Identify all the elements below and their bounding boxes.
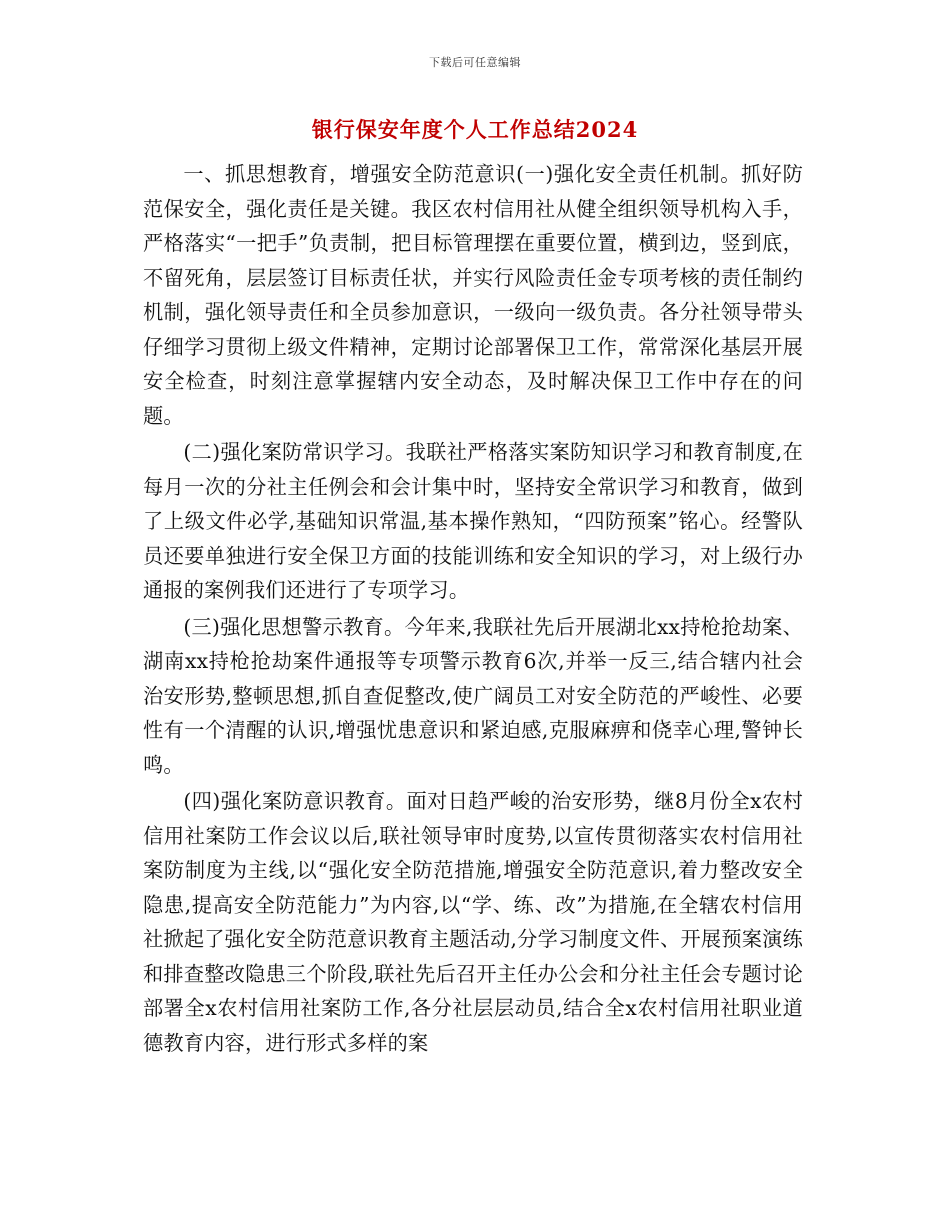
paragraph-4: (四)强化案防意识教育。面对日趋严峻的治安形势，继8月份全x农村信用社案防工作会议以后,联社领导审时度势,以宣传贯彻落实农村信用社案防制度为主线,以“强化安全防范措施,增强安全防范意识,着力整改安全隐患,提高安全防范能力”为内容,以“学、练、改”为措施,在全辖农村信用社掀起了强化安全防范意识教育主题活动,分学习制度文件、开展预案演练和排查整改隐患三个阶段,联社先后召开主任办公会和分社主任会专题讨论部署全x农村信用社案防工作,各分社层层动员,结合全x农村信用社职业道德教育内容，进行形式多样的案 bbox=[143, 789, 803, 1055]
document-body bbox=[143, 157, 803, 1062]
document-title: 银行保安年度个人工作总结2024 bbox=[311, 117, 639, 142]
paragraph-1: 一、抓思想教育，增强安全防范意识(一)强化安全责任机制。抓好防范保安全，强化责任是关键。我区农村信用社从健全组织领导机构入手，严格落实“一把手”负责制，把目标管理摆在重要位置，横到边，竖到底，不留死角，层层签订目标责任状，并实行风险责任金专项考核的责任制约机制，强化领导责任和全员参加意识，一级向一级负责。各分社领导带头仔细学习贯彻上级文件精神，定期讨论部署保卫工作，常常深化基层开展安全检查，时刻注意掌握辖内安全动态，及时解决保卫工作中存在的问题。 bbox=[143, 162, 803, 428]
paragraph-2: (二)强化案防常识学习。我联社严格落实案防知识学习和教育制度,在每月一次的分社主任例会和会计集中时，坚持安全常识学习和教育，做到了上级文件必学,基础知识常温,基本操作熟知，“四防预案”铭心。经警队员还要单独进行安全保卫方面的技能训练和安全知识的学习，对上级行办通报的案例我们还进行了专项学习。 bbox=[143, 440, 803, 602]
header-note: 下载后可任意编辑 bbox=[429, 56, 521, 69]
paragraph-3: (三)强化思想警示教育。今年来,我联社先后开展湖北xx持枪抢劫案、湖南xx持枪抢劫案件通报等专项警示教育6次,并举一反三,结合辖内社会治安形势,整顿思想,抓自查促整改,使广阔员工对安全防范的严峻性、必要性有一个清醒的认识,增强忧患意识和紧迫感,克服麻痹和侥幸心理,警钟长鸣。 bbox=[143, 614, 803, 777]
